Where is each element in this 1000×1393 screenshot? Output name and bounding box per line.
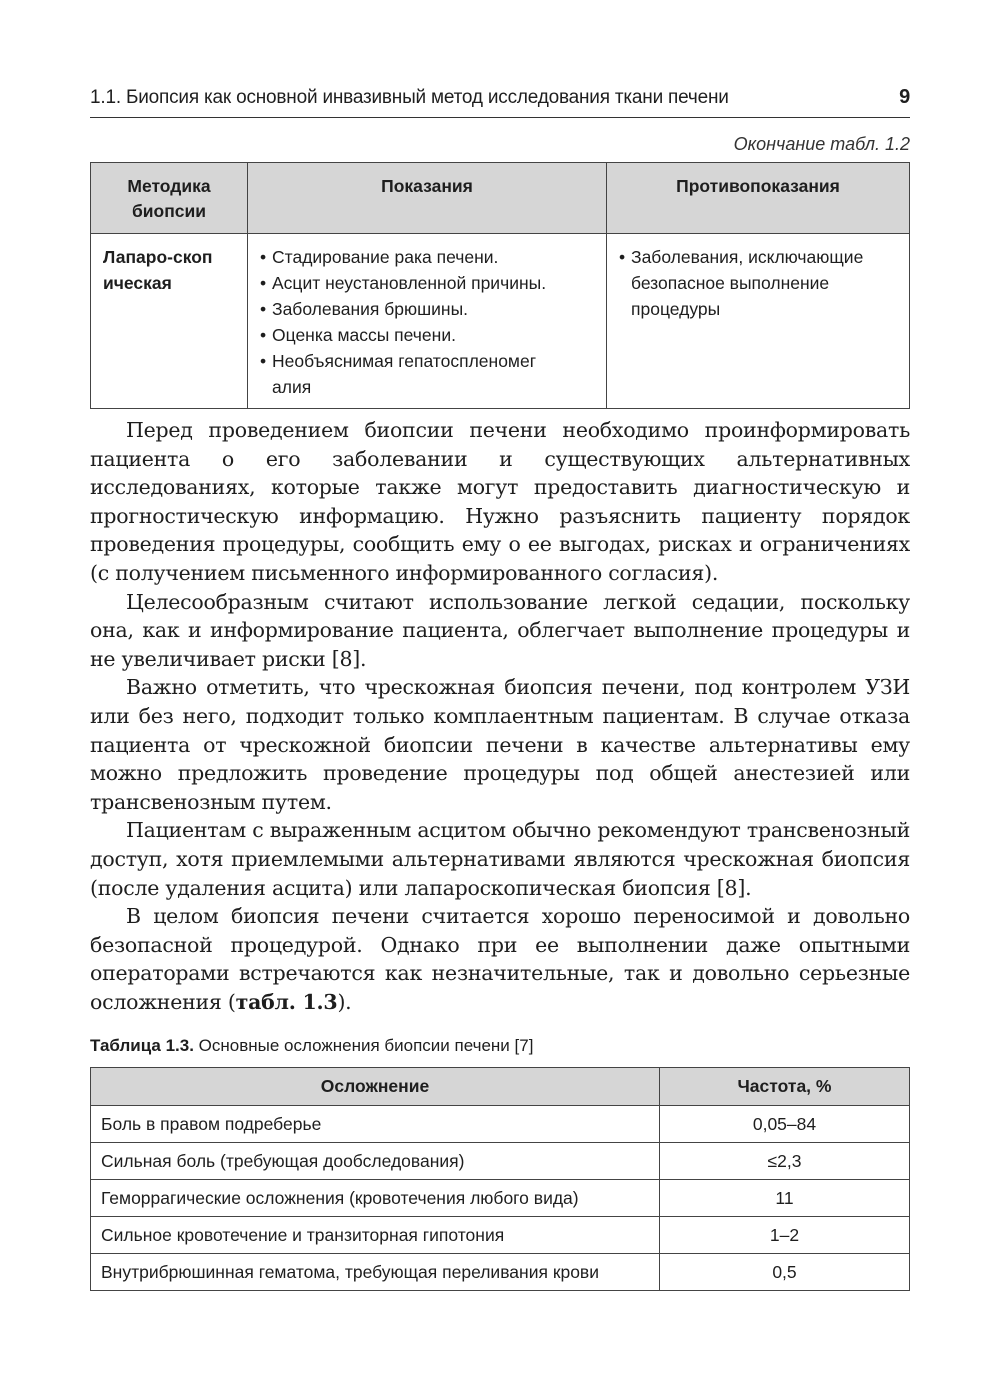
page-number: 9 <box>899 86 910 108</box>
header-rule <box>90 117 910 118</box>
list-item: • Необъяснимая гепатоспленомегалия <box>258 348 542 400</box>
contraindications-list <box>617 244 901 322</box>
column-header-method <box>91 163 248 234</box>
frequency-cell: ≤2,3 <box>660 1143 910 1180</box>
table-header-row <box>91 163 910 234</box>
table-reference: табл. 1.3 <box>235 989 338 1014</box>
column-header-frequency: Частота, % <box>660 1068 910 1106</box>
paragraph: Перед проведением биопсии печени необходимо проинформировать пациента о его заболевании и существующих альтернативных исследованиях, которые также могут предоставить диагностическую и прогностическую информацию. Нужно разъяснить пациенту порядок проведения процедуры, сообщить ему о ее выгодах, рисках и ограничениях (с получением письменного информированного согласия). <box>90 418 910 585</box>
table-caption-label: Таблица 1.3. <box>90 1036 194 1055</box>
running-head <box>90 86 910 109</box>
complication-cell: Внутрибрюшинная гематома, требующая переливания крови <box>91 1254 660 1291</box>
body-text <box>90 416 910 1016</box>
frequency-cell: 1–2 <box>660 1217 910 1254</box>
frequency-cell: 0,5 <box>660 1254 910 1291</box>
indications-list <box>258 244 598 400</box>
list-item: • Оценка массы печени. <box>258 322 598 348</box>
complication-cell: Сильное кровотечение и транзиторная гипотония <box>91 1217 660 1254</box>
list-item: • Стадирование рака печени. <box>258 244 598 270</box>
table-1-3 <box>90 1067 910 1291</box>
complication-cell: Сильная боль (требующая дообследования) <box>91 1143 660 1180</box>
table-row <box>91 1254 910 1291</box>
table-header-row <box>91 1068 910 1106</box>
frequency-cell: 11 <box>660 1180 910 1217</box>
table-row <box>91 1217 910 1254</box>
indications-cell <box>248 234 607 409</box>
table-row <box>91 1180 910 1217</box>
frequency-cell: 0,05–84 <box>660 1106 910 1143</box>
table-1-2 <box>90 162 910 409</box>
column-header-method-text: Методика биопсии <box>127 176 211 221</box>
complication-cell: Геморрагические осложнения (кровотечения любого вида) <box>91 1180 660 1217</box>
contraindications-cell <box>607 234 910 409</box>
column-header-complication: Осложнение <box>91 1068 660 1106</box>
table-1-3-caption <box>90 1036 910 1056</box>
paragraph-tail: ). <box>337 989 352 1014</box>
list-item: • Асцит неустановленной причины. <box>258 270 598 296</box>
paragraph-text: В целом биопсия печени считается хорошо переносимой и довольно безопасной процедурой. Однако при ее выполнении даже опытными операторами встречаются как незначительные, так и довольно серьезные осложнения ( <box>90 904 910 1014</box>
paragraph: Важно отметить, что чрескожная биопсия печени, под контролем УЗИ или без него, подходит только комплаентным пациентам. В случае отказа пациента от чрескожной биопсии печени в качестве альтернативы ему можно предложить проведение процедуры под общей анестезией или трансвенозным путем. <box>90 675 910 814</box>
paragraph <box>90 902 910 1016</box>
complication-cell: Боль в правом подреберье <box>91 1106 660 1143</box>
paragraph: Пациентам с выраженным асцитом обычно рекомендуют трансвенозный доступ, хотя приемлемыми альтернативами являются чрескожная биопсия (после удаления асцита) или лапароскопическая биопсия [8]. <box>90 818 910 900</box>
column-header-indications: Показания <box>248 163 607 234</box>
method-name: Лапаро-скопическая <box>103 247 213 293</box>
list-item: • Заболевания брюшины. <box>258 296 598 322</box>
paragraph: Целесообразным считают использование легкой седации, поскольку она, как и информирование пациента, облегчает выполнение процедуры и не увеличивает риски [8]. <box>90 589 910 671</box>
table-row <box>91 234 910 409</box>
table-caption-text: Основные осложнения биопсии печени [7] <box>193 1036 534 1055</box>
method-cell <box>91 234 248 409</box>
table-row <box>91 1143 910 1180</box>
column-header-contraindications: Противопоказания <box>607 163 910 234</box>
running-head-title: 1.1. Биопсия как основной инвазивный метод исследования ткани печени <box>90 87 729 108</box>
table-continuation-label: Окончание табл. 1.2 <box>733 134 910 154</box>
list-item: • Заболевания, исключающие безопасное выполнение процедуры <box>617 244 893 322</box>
table-row <box>91 1106 910 1143</box>
